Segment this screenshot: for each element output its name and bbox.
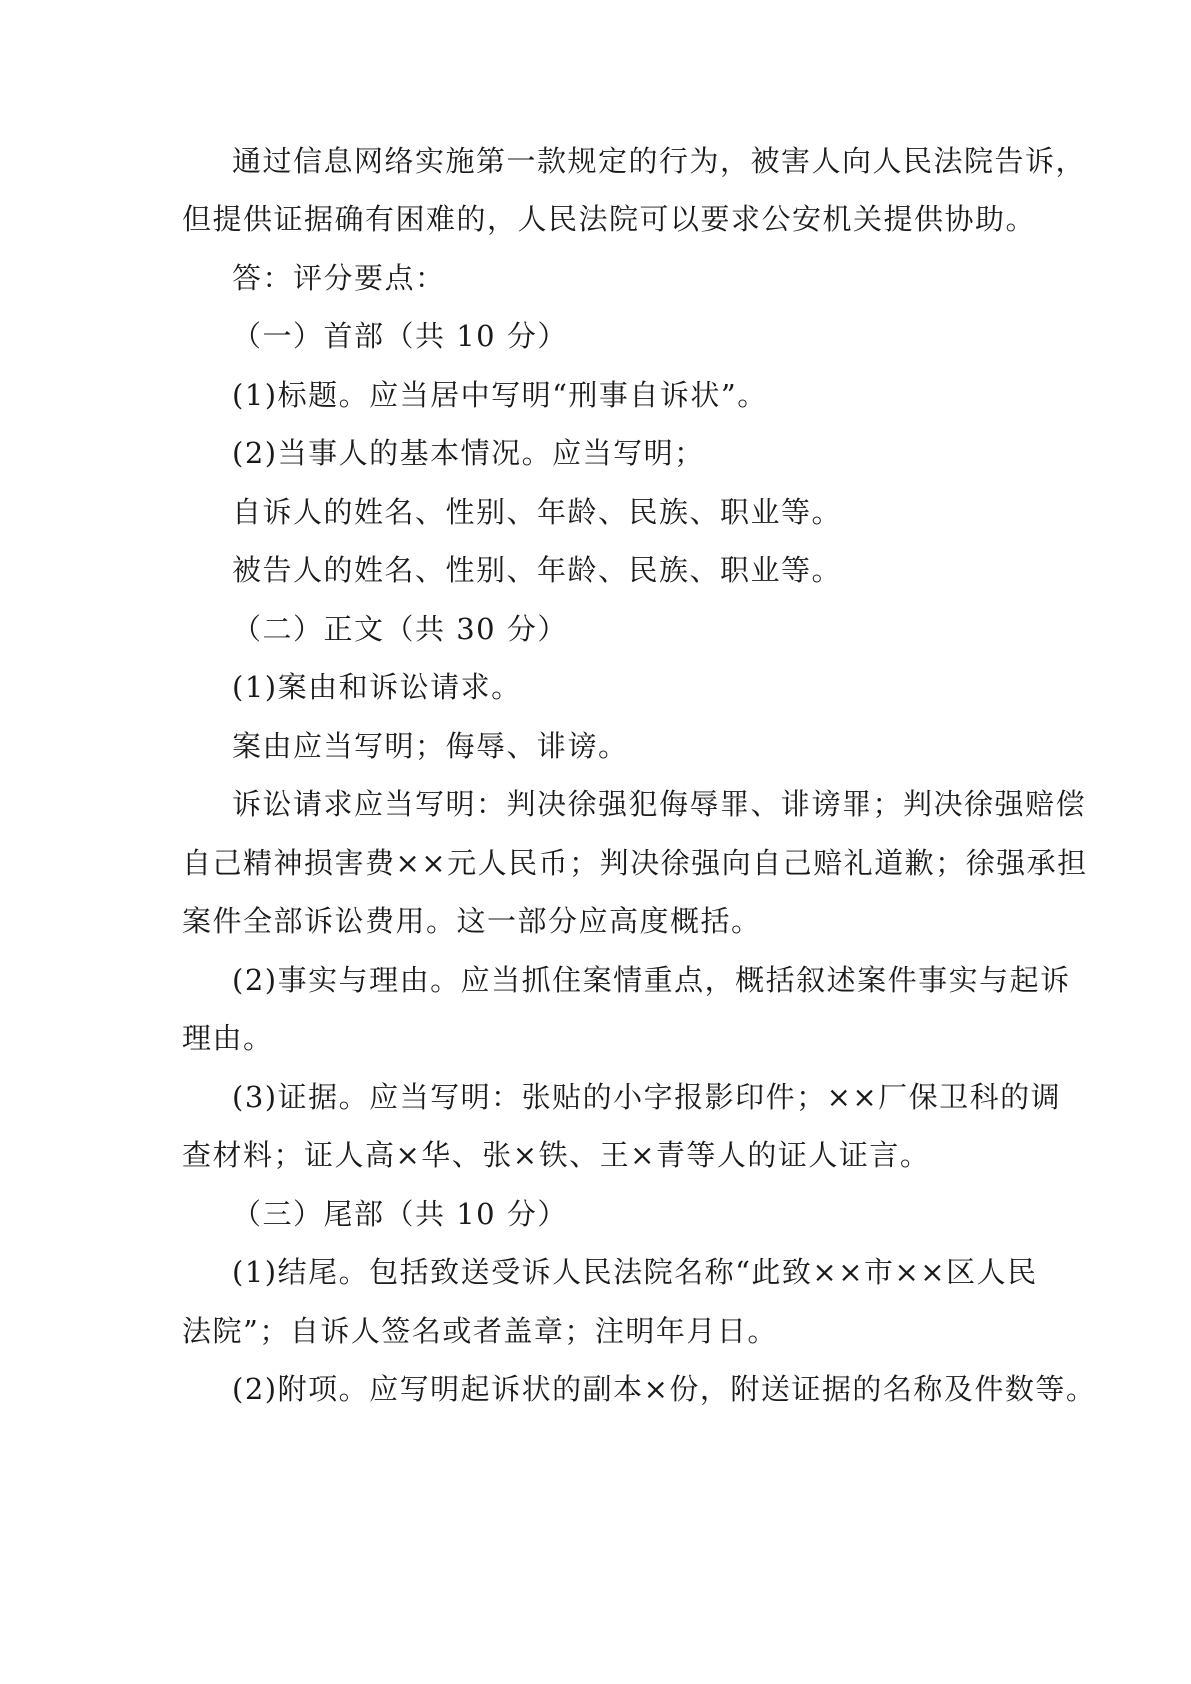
answer-heading: 答：评分要点： (232, 261, 446, 295)
paragraph-line: 案由应当写明；侮辱、诽谤。 (232, 729, 629, 763)
list-item: (1)标题。应当居中写明“刑事自诉状”。 (232, 378, 768, 412)
section-heading-footer: （三）尾部（共 10 分） (232, 1197, 568, 1231)
paragraph-line: 理由。 (182, 1021, 274, 1055)
list-item: (2)附项。应写明起诉状的副本×份，附送证据的名称及件数等。 (232, 1372, 1097, 1406)
paragraph-line: 查材料；证人高×华、张×铁、王×青等人的证人证言。 (182, 1138, 931, 1172)
paragraph-line: 自己精神损害费××元人民币；判决徐强向自己赔礼道歉；徐强承担 (182, 846, 1088, 880)
section-heading-header: （一）首部（共 10 分） (232, 319, 568, 353)
list-item: (1)案由和诉讼请求。 (232, 670, 522, 704)
list-item: (2)当事人的基本情况。应当写明； (232, 436, 705, 470)
paragraph-line: 被告人的姓名、性别、年龄、民族、职业等。 (232, 553, 843, 587)
paragraph-line: 自诉人的姓名、性别、年龄、民族、职业等。 (232, 495, 843, 529)
paragraph-line: 案件全部诉讼费用。这一部分应高度概括。 (182, 904, 762, 938)
list-item: (3)证据。应当写明：张贴的小字报影印件；××厂保卫科的调 (232, 1080, 1062, 1114)
paragraph-line: 通过信息网络实施第一款规定的行为，被害人向人民法院告诉， (232, 144, 1087, 178)
paragraph-line: 诉讼请求应当写明：判决徐强犯侮辱罪、诽谤罪；判决徐强赔偿 (232, 787, 1087, 821)
paragraph-line: 但提供证据确有困难的，人民法院可以要求公安机关提供协助。 (182, 202, 1037, 236)
section-heading-body: （二）正文（共 30 分） (232, 612, 568, 646)
list-item: (1)结尾。包括致送受诉人民法院名称“此致××市××区人民 (232, 1255, 1038, 1289)
paragraph-line: 法院”；自诉人签名或者盖章；注明年月日。 (182, 1314, 778, 1348)
list-item: (2)事实与理由。应当抓住案情重点，概括叙述案件事实与起诉 (232, 963, 1071, 997)
